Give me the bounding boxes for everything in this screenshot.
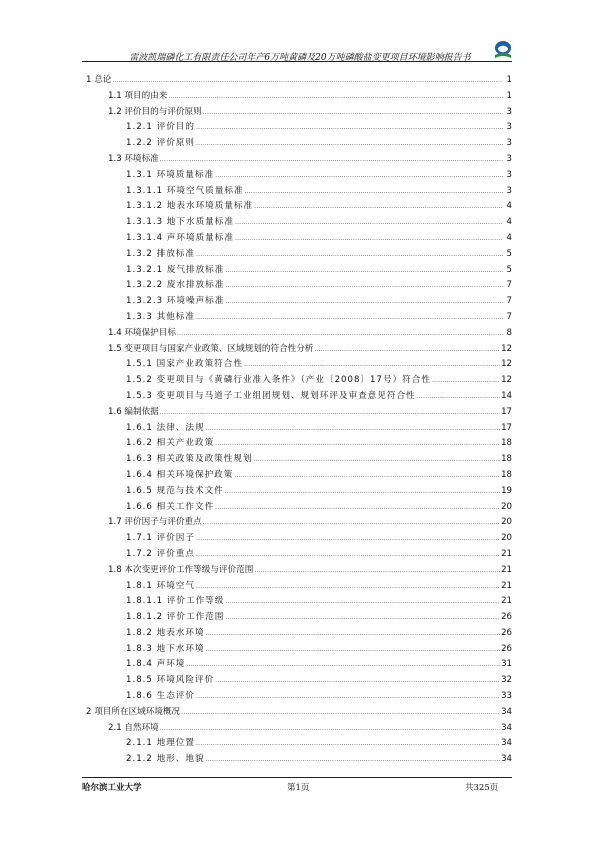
toc-dot-leader bbox=[206, 421, 500, 437]
footer-page-number: 第1页 bbox=[287, 783, 310, 793]
toc-entry-page: 19 bbox=[501, 485, 512, 496]
toc-entry-page: 34 bbox=[501, 722, 512, 733]
toc-entry-label: 1.3.2.3 环境噪声标准 bbox=[126, 296, 225, 307]
toc-entry[interactable] bbox=[82, 673, 512, 689]
toc-entry-label: 1.6.4 相关环境保护政策 bbox=[126, 469, 234, 480]
toc-entry-page: 5 bbox=[506, 264, 512, 275]
toc-dot-leader bbox=[225, 610, 500, 626]
toc-dot-leader bbox=[196, 736, 500, 752]
toc-entry[interactable] bbox=[82, 373, 512, 389]
toc-entry[interactable] bbox=[82, 231, 512, 247]
toc-entry-page: 26 bbox=[501, 612, 512, 623]
footer-rule bbox=[82, 777, 512, 778]
toc-entry-page: 3 bbox=[506, 153, 512, 164]
toc-entry-label: 1.5.2 变更项目与《黄磷行业准入条件》（产业〔2008〕17号）符合性 bbox=[126, 375, 431, 386]
toc-entry-label: 1.6.5 规范与技术文件 bbox=[126, 485, 224, 496]
toc-entry[interactable] bbox=[82, 484, 512, 500]
toc-dot-leader bbox=[177, 326, 503, 342]
toc-entry[interactable] bbox=[82, 657, 512, 673]
toc-entry-label: 1 总论 bbox=[86, 75, 112, 85]
toc-entry-label: 1.8.2 地表水环境 bbox=[126, 627, 205, 638]
toc-entry[interactable] bbox=[82, 594, 512, 610]
toc-entry-label: 1.3 环境标准 bbox=[108, 153, 159, 164]
toc-entry-label: 1.8.5 环境风险评价 bbox=[126, 675, 215, 686]
toc-dot-leader bbox=[314, 342, 500, 358]
toc-entry[interactable] bbox=[82, 736, 512, 752]
toc-entry-label: 1.7.2 评价重点 bbox=[126, 548, 195, 559]
toc-entry-page: 12 bbox=[501, 375, 512, 386]
toc-dot-leader bbox=[225, 278, 503, 294]
toc-entry[interactable] bbox=[82, 73, 512, 89]
toc-entry-label: 1.8.1.2 评价工作范围 bbox=[126, 612, 225, 623]
toc-entry[interactable] bbox=[82, 389, 512, 405]
toc-dot-leader bbox=[206, 642, 500, 658]
toc-dot-leader bbox=[196, 247, 503, 263]
toc-entry[interactable] bbox=[82, 468, 512, 484]
toc-entry-page: 12 bbox=[501, 359, 512, 370]
toc-entry-page: 4 bbox=[506, 201, 512, 212]
toc-entry[interactable] bbox=[82, 278, 512, 294]
toc-dot-leader bbox=[225, 263, 503, 279]
toc-entry-page: 17 bbox=[501, 406, 512, 417]
toc-entry-page: 21 bbox=[501, 564, 512, 575]
toc-dot-leader bbox=[215, 500, 500, 516]
toc-dot-leader bbox=[206, 752, 500, 768]
toc-entry-page: 20 bbox=[501, 517, 512, 528]
toc-entry[interactable] bbox=[82, 610, 512, 626]
toc-entry-page: 3 bbox=[506, 185, 512, 196]
toc-entry-page: 34 bbox=[501, 754, 512, 765]
toc-entry[interactable] bbox=[82, 547, 512, 563]
toc-entry-page: 12 bbox=[501, 343, 512, 354]
toc-entry-page: 4 bbox=[506, 217, 512, 228]
toc-entry[interactable] bbox=[82, 642, 512, 658]
toc-entry[interactable] bbox=[82, 452, 512, 468]
toc-dot-leader bbox=[196, 531, 500, 547]
toc-dot-leader bbox=[254, 452, 501, 468]
toc-entry-page: 34 bbox=[501, 738, 512, 749]
toc-entry-label: 1.3.2.1 废气排放标准 bbox=[126, 264, 225, 275]
toc-dot-leader bbox=[206, 626, 500, 642]
toc-entry-label: 1.5 变更项目与国家产业政策、区域规划的符合性分析 bbox=[108, 343, 314, 354]
toc-entry-page: 31 bbox=[501, 659, 512, 670]
toc-dot-leader bbox=[160, 721, 500, 737]
toc-entry-label: 2 项目所在区域环境概况 bbox=[86, 706, 181, 717]
toc-dot-leader bbox=[432, 373, 500, 389]
toc-dot-leader bbox=[225, 594, 500, 610]
toc-entry-page: 32 bbox=[501, 675, 512, 686]
toc-entry-label: 2.1.2 地形、地貌 bbox=[126, 754, 205, 765]
toc-entry[interactable] bbox=[82, 531, 512, 547]
toc-entry-label: 1.5.3 变更项目与马道子工业组团规划、规划环评及审查意见符合性 bbox=[126, 390, 416, 401]
toc-entry[interactable] bbox=[82, 515, 512, 531]
toc-dot-leader bbox=[215, 436, 500, 452]
university-logo-icon bbox=[493, 40, 513, 62]
toc-entry-label: 1.5.1 国家产业政策符合性 bbox=[126, 359, 243, 370]
toc-dot-leader bbox=[160, 152, 503, 168]
toc-entry-page: 33 bbox=[501, 691, 512, 702]
toc-entry-label: 1.3.1.3 地下水质量标准 bbox=[126, 217, 234, 228]
toc-dot-leader bbox=[417, 389, 500, 405]
toc-dot-leader bbox=[196, 579, 500, 595]
toc-entry[interactable] bbox=[82, 105, 512, 121]
toc-entry[interactable] bbox=[82, 310, 512, 326]
toc-entry-page: 5 bbox=[506, 248, 512, 259]
toc-entry-page: 14 bbox=[501, 390, 512, 401]
footer-total-pages: 共325页 bbox=[465, 783, 499, 793]
toc-entry-label: 1.1 项目的由来 bbox=[108, 90, 168, 101]
toc-entry[interactable] bbox=[82, 752, 512, 768]
toc-dot-leader bbox=[196, 310, 503, 326]
toc-dot-leader bbox=[203, 105, 503, 121]
toc-dot-leader bbox=[196, 120, 503, 136]
toc-entry-label: 1.8.6 生态评价 bbox=[126, 691, 195, 702]
toc-entry-label: 1.6.1 法律、法规 bbox=[126, 422, 205, 433]
toc-entry-page: 18 bbox=[501, 469, 512, 480]
toc-dot-leader bbox=[235, 215, 503, 231]
toc-entry-page: 21 bbox=[501, 580, 512, 591]
toc-entry-label: 1.3.2 排放标准 bbox=[126, 248, 195, 259]
toc-entry[interactable] bbox=[82, 89, 512, 105]
toc-entry-label: 1.8.3 地下水环境 bbox=[126, 643, 205, 654]
toc-entry-page: 7 bbox=[506, 296, 512, 307]
toc-entry[interactable] bbox=[82, 294, 512, 310]
toc-entry-label: 1.6.2 相关产业政策 bbox=[126, 438, 215, 449]
toc-entry-label: 1.3.2.2 废水排放标准 bbox=[126, 280, 225, 291]
toc-entry-label: 1.3.1 环境质量标准 bbox=[126, 169, 215, 180]
toc-entry-label: 1.3.1.4 声环境质量标准 bbox=[126, 232, 234, 243]
table-of-contents bbox=[82, 73, 512, 768]
toc-entry-label: 1.3.1.2 地表水环境质量标准 bbox=[126, 201, 254, 212]
toc-entry[interactable] bbox=[82, 199, 512, 215]
toc-dot-leader bbox=[196, 689, 500, 705]
toc-entry-label: 1.2.2 评价原则 bbox=[126, 138, 195, 149]
toc-entry-page: 7 bbox=[506, 280, 512, 291]
toc-entry-label: 1.4 环境保护目标 bbox=[108, 327, 176, 338]
toc-entry-label: 1.8.4 声环境 bbox=[126, 659, 186, 670]
toc-entry-label: 1.3.1.1 环境空气质量标准 bbox=[126, 185, 244, 196]
toc-dot-leader bbox=[112, 73, 503, 89]
toc-entry-page: 18 bbox=[501, 438, 512, 449]
toc-dot-leader bbox=[215, 168, 503, 184]
toc-dot-leader bbox=[186, 657, 500, 673]
toc-entry[interactable] bbox=[82, 263, 512, 279]
toc-entry-label: 1.8.1.1 评价工作等级 bbox=[126, 596, 225, 607]
toc-entry[interactable] bbox=[82, 215, 512, 231]
header-rule bbox=[82, 61, 512, 62]
toc-entry[interactable] bbox=[82, 563, 512, 579]
toc-dot-leader bbox=[168, 89, 503, 105]
toc-entry[interactable] bbox=[82, 579, 512, 595]
toc-entry[interactable] bbox=[82, 168, 512, 184]
toc-entry-label: 1.8.1 环境空气 bbox=[126, 580, 195, 591]
toc-entry-page: 3 bbox=[506, 169, 512, 180]
toc-dot-leader bbox=[254, 199, 503, 215]
toc-dot-leader bbox=[234, 468, 500, 484]
toc-entry-page: 34 bbox=[501, 706, 512, 717]
toc-entry[interactable] bbox=[82, 689, 512, 705]
toc-entry-page: 7 bbox=[506, 311, 512, 322]
toc-entry[interactable] bbox=[82, 705, 512, 721]
toc-entry-page: 17 bbox=[501, 422, 512, 433]
toc-dot-leader bbox=[181, 705, 500, 721]
toc-dot-leader bbox=[225, 484, 500, 500]
toc-entry[interactable] bbox=[82, 120, 512, 136]
toc-dot-leader bbox=[203, 515, 500, 531]
toc-entry-page: 1 bbox=[506, 75, 512, 85]
toc-entry-page: 20 bbox=[501, 533, 512, 544]
toc-entry-page: 21 bbox=[501, 596, 512, 607]
toc-entry-page: 21 bbox=[501, 548, 512, 559]
toc-entry[interactable] bbox=[82, 721, 512, 737]
toc-entry-label: 1.6 编制依据 bbox=[108, 406, 159, 417]
toc-entry-label: 1.2 评价目的与评价原则 bbox=[108, 106, 202, 117]
toc-entry[interactable] bbox=[82, 152, 512, 168]
toc-entry[interactable] bbox=[82, 342, 512, 358]
toc-dot-leader bbox=[235, 231, 503, 247]
toc-entry-label: 1.6.3 相关政策及政策性规划 bbox=[126, 454, 253, 465]
toc-entry-page: 3 bbox=[506, 122, 512, 133]
toc-entry[interactable] bbox=[82, 184, 512, 200]
toc-dot-leader bbox=[244, 357, 500, 373]
toc-dot-leader bbox=[245, 184, 503, 200]
toc-entry-label: 1.3.3 其他标准 bbox=[126, 311, 195, 322]
toc-dot-leader bbox=[196, 136, 503, 152]
toc-entry[interactable] bbox=[82, 136, 512, 152]
toc-entry-page: 18 bbox=[501, 454, 512, 465]
toc-dot-leader bbox=[254, 563, 500, 579]
toc-dot-leader bbox=[160, 405, 500, 421]
toc-entry-label: 1.8 本次变更评价工作等级与评价范围 bbox=[108, 564, 254, 575]
toc-entry-page: 3 bbox=[506, 106, 512, 117]
toc-entry-page: 20 bbox=[501, 501, 512, 512]
toc-entry[interactable] bbox=[82, 326, 512, 342]
toc-entry[interactable] bbox=[82, 247, 512, 263]
toc-entry-label: 1.2.1 评价目的 bbox=[126, 122, 195, 133]
toc-entry-page: 1 bbox=[506, 90, 512, 101]
toc-entry-page: 3 bbox=[506, 138, 512, 149]
toc-dot-leader bbox=[215, 673, 500, 689]
toc-entry-page: 26 bbox=[501, 627, 512, 638]
toc-entry-page: 8 bbox=[506, 327, 512, 338]
toc-entry[interactable] bbox=[82, 500, 512, 516]
toc-entry-label: 1.6.6 相关工作文件 bbox=[126, 501, 215, 512]
toc-entry-page: 4 bbox=[506, 232, 512, 243]
toc-entry[interactable] bbox=[82, 436, 512, 452]
toc-entry[interactable] bbox=[82, 405, 512, 421]
toc-dot-leader bbox=[196, 547, 500, 563]
toc-entry[interactable] bbox=[82, 357, 512, 373]
header-title: 雷波凯瑞磷化工有限责任公司年产6万吨黄磷及20万吨磷酸盐变更项目环境影响报告书 bbox=[129, 53, 471, 63]
toc-entry-label: 1.7.1 评价因子 bbox=[126, 533, 195, 544]
toc-entry[interactable] bbox=[82, 626, 512, 642]
toc-entry-label: 1.7 评价因子与评价重点 bbox=[108, 517, 202, 528]
toc-dot-leader bbox=[225, 294, 503, 310]
toc-entry[interactable] bbox=[82, 421, 512, 437]
toc-entry-label: 2.1 自然环境 bbox=[108, 722, 159, 733]
toc-entry-page: 26 bbox=[501, 643, 512, 654]
footer-institution: 哈尔滨工业大学 bbox=[82, 783, 142, 793]
toc-entry-label: 2.1.1 地理位置 bbox=[126, 738, 195, 749]
